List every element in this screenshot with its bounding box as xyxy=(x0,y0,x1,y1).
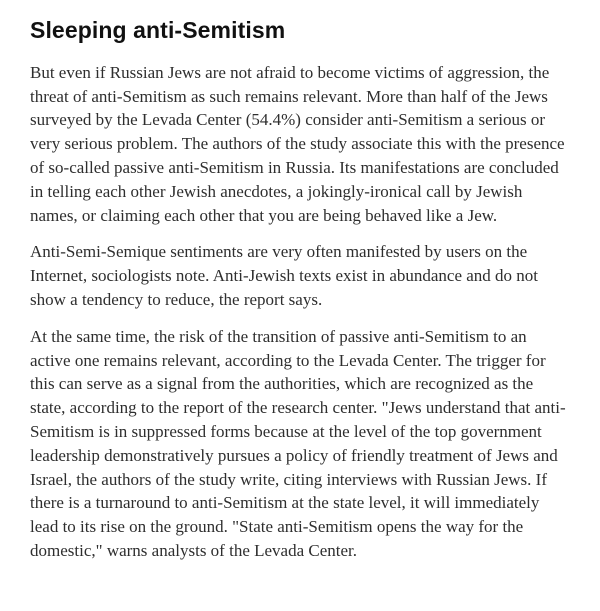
article-paragraph-1: But even if Russian Jews are not afraid to become victims of aggression, the threat of anti-Semitism as such remains relevant. More than half of the Jews surveyed by the Levada Center (54.4%) consider anti-Semitism a serious or very serious problem. The authors of the study associate this with the presence of so-called passive anti-Semitism in Russia. Its manifestations are concluded in telling each other Jewish anecdotes, a jokingly-ironical call by Jewish names, or claiming each other that you are being behaved like a Jew. xyxy=(30,62,565,225)
article-paragraph-2: Anti-Semi-Semique sentiments are very often manifested by users on the Internet, sociologists note. Anti-Jewish texts exist in abundance and do not show a tendency to reduce, the report says. xyxy=(30,242,539,309)
article-paragraph-3: At the same time, the risk of the transition of passive anti-Semitism to an active one remains relevant, according to the Levada Center. The trigger for this can serve as a signal from the authorities, which are recognized as the state, according to the report of the research center. "Jews understand that anti-Semitism is in suppressed forms because at the level of the top government leadership demonstratively pursues a policy of friendly treatment of Jews and Israel, the authors of the study write, citing interviews with Russian Jews. If there is a turnaround to anti-Semitism at the state level, it will immediately lead to its rise on the ground. "State anti-Semitism opens the way for the domestic," warns analysts of the Levada Center. xyxy=(30,326,566,560)
article-heading: Sleeping anti-Semitism xyxy=(30,17,286,43)
